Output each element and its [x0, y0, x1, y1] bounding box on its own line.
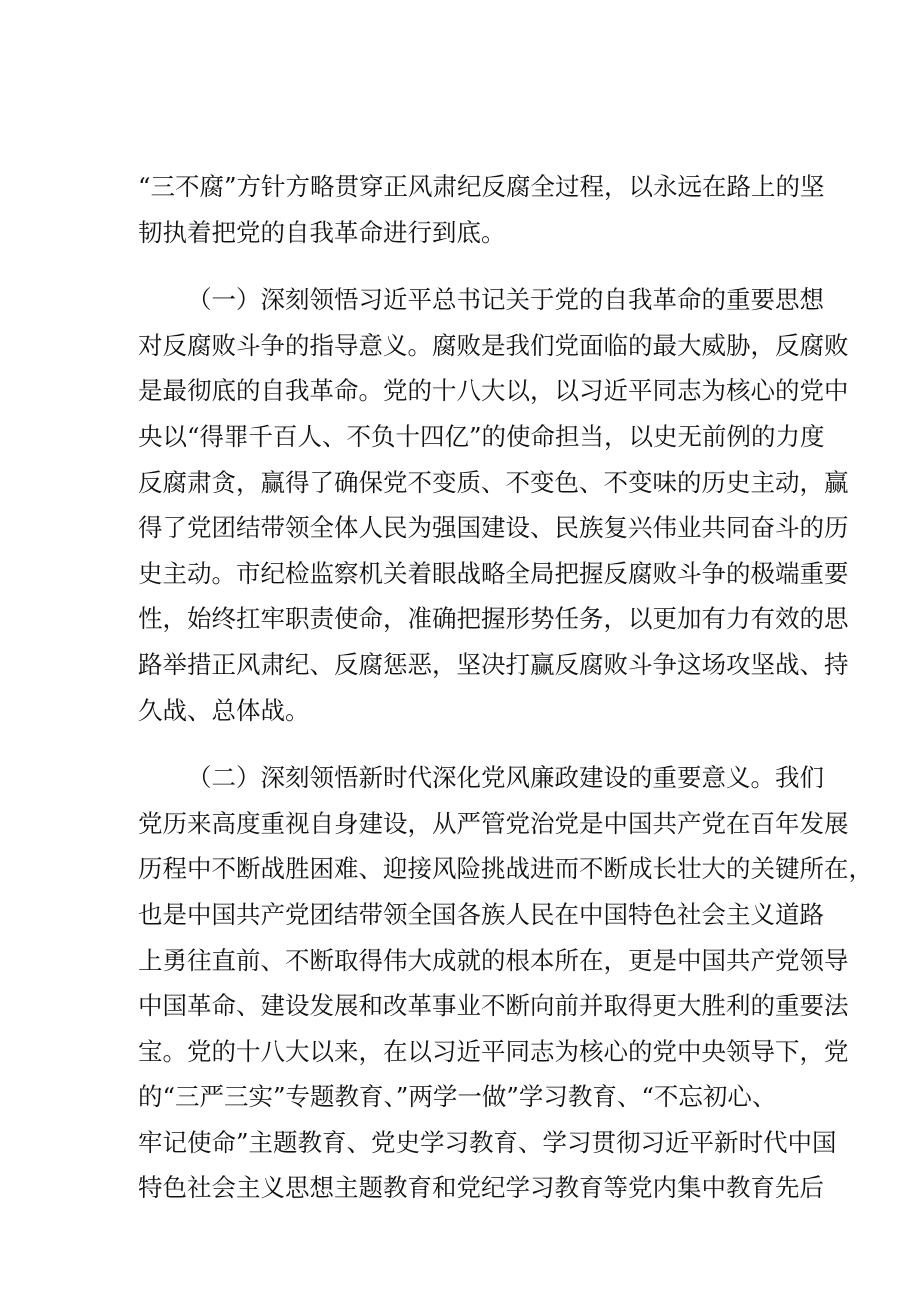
text-line: 特色社会主义思想主题教育和党纪学习教育等党内集中教育先后 [138, 1173, 824, 1203]
text-line: 中国革命、建设发展和改革事业不断向前并取得更大胜利的重要法 [138, 991, 849, 1021]
text-line: 历程中不断战胜困难、迎接风险挑战进而不断成长壮大的关键所在， [138, 854, 873, 884]
paragraph-gap [138, 255, 798, 277]
text-line: 性，始终扛牢职责使命，准确把握形势任务，以更加有力有效的思 [138, 604, 849, 634]
text-line: 反腐肃贪，赢得了确保党不变质、不变色、不变味的历史主动，赢 [138, 467, 849, 497]
text-line: 央以“得罪千百人、不负十四亿”的使命担当，以史无前例的力度 [138, 421, 825, 451]
text-line: 也是中国共产党团结带领全国各族人民在中国特色社会主义道路 [138, 899, 824, 929]
text-line: 的“三严三实”专题教育、”两学一做”学习教育、“不忘初心、 [138, 1082, 777, 1112]
text-line: 对反腐败斗争的指导意义。腐败是我们党面临的最大威胁，反腐败 [138, 330, 849, 360]
text-line-indented: （一）深刻领悟习近平总书记关于党的自我革命的重要思想 [187, 285, 824, 315]
text-line: 上勇往直前、不断取得伟大成就的根本所在，更是中国共产党领导 [138, 945, 849, 975]
text-line: 是最彻底的自我革命。党的十八大以，以习近平同志为核心的党中 [138, 376, 849, 406]
document-body [138, 164, 873, 1211]
text-line: 久战、总体战。 [138, 695, 310, 725]
text-line: 宝。党的十八大以来，在以习近平同志为核心的党中央领导下，党 [138, 1036, 849, 1066]
paragraph-gap [138, 733, 798, 755]
text-line: 路举措正风肃纪、反腐惩恶，坚决打赢反腐败斗争这场攻坚战、持 [138, 649, 849, 679]
text-line: 党历来高度重视自身建设，从严管党治党是中国共产党在百年发展 [138, 808, 849, 838]
text-line: 得了党团结带领全体人民为强国建设、民族复兴伟业共同奋斗的历 [138, 513, 849, 543]
text-line: “三不腐”方针方略贯穿正风肃纪反腐全过程，以永远在路上的坚 [138, 172, 825, 201]
text-line: 史主动。市纪检监察机关着眼战略全局把握反腐败斗争的极端重要 [138, 558, 849, 588]
text-line-indented: （二）深刻领悟新时代深化党风廉政建设的重要意义。我们 [187, 763, 824, 793]
text-line: 韧执着把党的自我革命进行到底。 [138, 217, 506, 247]
text-line: 牢记使命”主题教育、党史学习教育、学习贯彻习近平新时代中国 [138, 1127, 837, 1157]
